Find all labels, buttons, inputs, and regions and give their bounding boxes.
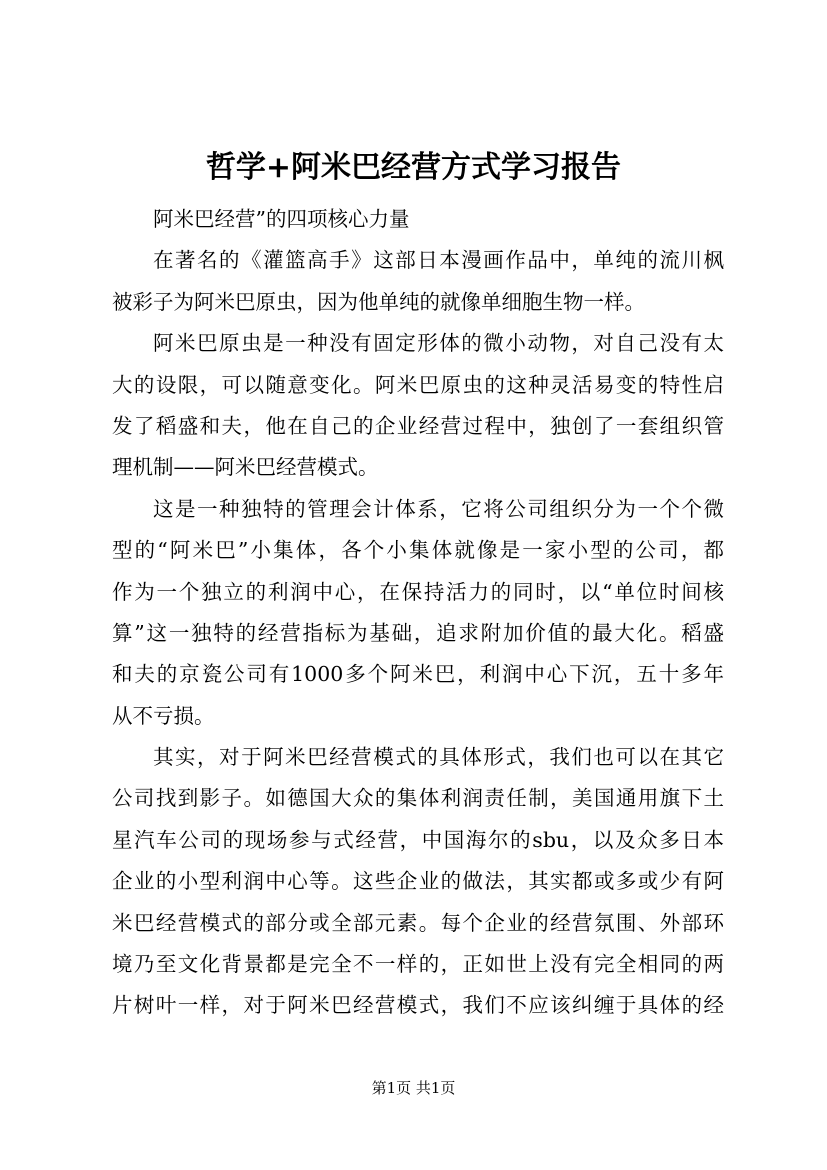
paragraph-line: 米巴经营模式的部分或全部元素。每个企业的经营氛围、外部环 bbox=[112, 910, 724, 935]
paragraph-line: 阿米巴经营”的四项核心力量 bbox=[153, 207, 410, 231]
paragraph-line: 片树叶一样，对于阿米巴经营模式，我们不应该纠缠于具体的经 bbox=[112, 993, 724, 1018]
paragraph-line: 被彩子为阿米巴原虫，因为他单纯的就像单细胞生物一样。 bbox=[112, 289, 645, 314]
paragraph-line: 企业的小型利润中心等。这些企业的做法，其实都或多或少有阿 bbox=[112, 869, 724, 894]
paragraph-line: 境乃至文化背景都是完全不一样的，正如世上没有完全相同的两 bbox=[112, 952, 724, 977]
paragraph-line: 公司找到影子。如德国大众的集体利润责任制，美国通用旗下土 bbox=[112, 786, 724, 811]
paragraph-line: 大的设限，可以随意变化。阿米巴原虫的这种灵活易变的特性启 bbox=[112, 372, 724, 397]
paragraph-line: 和夫的京瓷公司有1000多个阿米巴，利润中心下沉，五十多年 bbox=[112, 662, 724, 687]
paragraph-line: 从不亏损。 bbox=[112, 703, 215, 728]
paragraph-line: 星汽车公司的现场参与式经营，中国海尔的sbu，以及众多日本 bbox=[112, 827, 724, 852]
paragraph-3 bbox=[112, 323, 724, 489]
paragraph-1 bbox=[112, 199, 724, 240]
paragraph-line: 算”这一独特的经营指标为基础，追求附加价值的最大化。稻盛 bbox=[112, 620, 724, 645]
paragraph-line: 阿米巴原虫是一种没有固定形体的微小动物，对自己没有太 bbox=[153, 331, 724, 356]
paragraph-4 bbox=[112, 489, 724, 737]
paragraph-line: 型的“阿米巴”小集体，各个小集体就像是一家小型的公司，都 bbox=[112, 538, 724, 563]
document-body bbox=[112, 199, 724, 1027]
page-number-footer: 第1页 共1页 bbox=[371, 1079, 456, 1097]
paragraph-line: 其实，对于阿米巴经营模式的具体形式，我们也可以在其它 bbox=[153, 745, 724, 770]
paragraph-line: 理机制——阿米巴经营模式。 bbox=[112, 455, 379, 480]
paragraph-line: 这是一种独特的管理会计体系，它将公司组织分为一个个微 bbox=[153, 496, 724, 521]
paragraph-2 bbox=[112, 240, 724, 323]
paragraph-line: 在著名的《灌篮高手》这部日本漫画作品中，单纯的流川枫 bbox=[153, 248, 724, 273]
document-title: 哲学+阿米巴经营方式学习报告 bbox=[205, 150, 622, 185]
paragraph-line: 作为一个独立的利润中心，在保持活力的同时，以“单位时间核 bbox=[112, 579, 724, 604]
paragraph-line: 发了稻盛和夫，他在自己的企业经营过程中，独创了一套组织管 bbox=[112, 413, 724, 438]
paragraph-5 bbox=[112, 737, 724, 1027]
